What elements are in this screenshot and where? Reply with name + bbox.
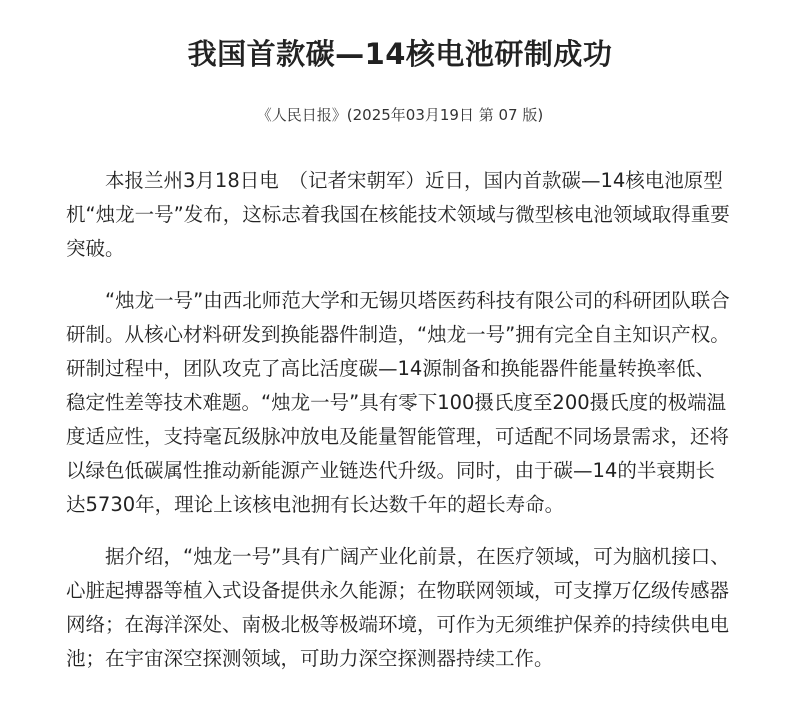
article-paragraph-3: 据介绍，“烛龙一号”具有广阔产业化前景，在医疗领域，可为脑机接口、心脏起搏器等植入式设备提供永久能源；在物联网领域，可支撑万亿级传感器网络；在海洋深处、南极北极等极端环境，可作为无须维护保养的持续供电电池；在宇宙深空探测领域，可助力深空探测器持续工作。 [66,545,730,670]
article-body [66,126,734,676]
article-paragraph-2: “烛龙一号”由西北师范大学和无锡贝塔医药科技有限公司的科研团队联合研制。从核心材料研发到换能器件制造，“烛龙一号”拥有完全自主知识产权。研制过程中，团队攻克了高比活度碳—14源制备和换能器件能量转换率低、稳定性差等技术难题。“烛龙一号”具有零下100摄氏度至200摄氏度的极端温度适应性，支持毫瓦级脉冲放电及能量智能管理，可适配不同场景需求，还将以绿色低碳属性推动新能源产业链迭代升级。同时，由于碳—14的半衰期长达5730年，理论上该核电池拥有长达数千年的超长寿命。 [66,289,730,516]
article-source: 《人民日报》(2025年03月19日 第 07 版) [256,106,544,124]
article-paragraph-1: 本报兰州3月18日电 （记者宋朝军）近日，国内首款碳—14核电池原型机“烛龙一号”发布，这标志着我国在核能技术领域与微型核电池领域取得重要突破。 [66,169,730,260]
article-headline: 我国首款碳—14核电池研制成功 [187,37,613,71]
